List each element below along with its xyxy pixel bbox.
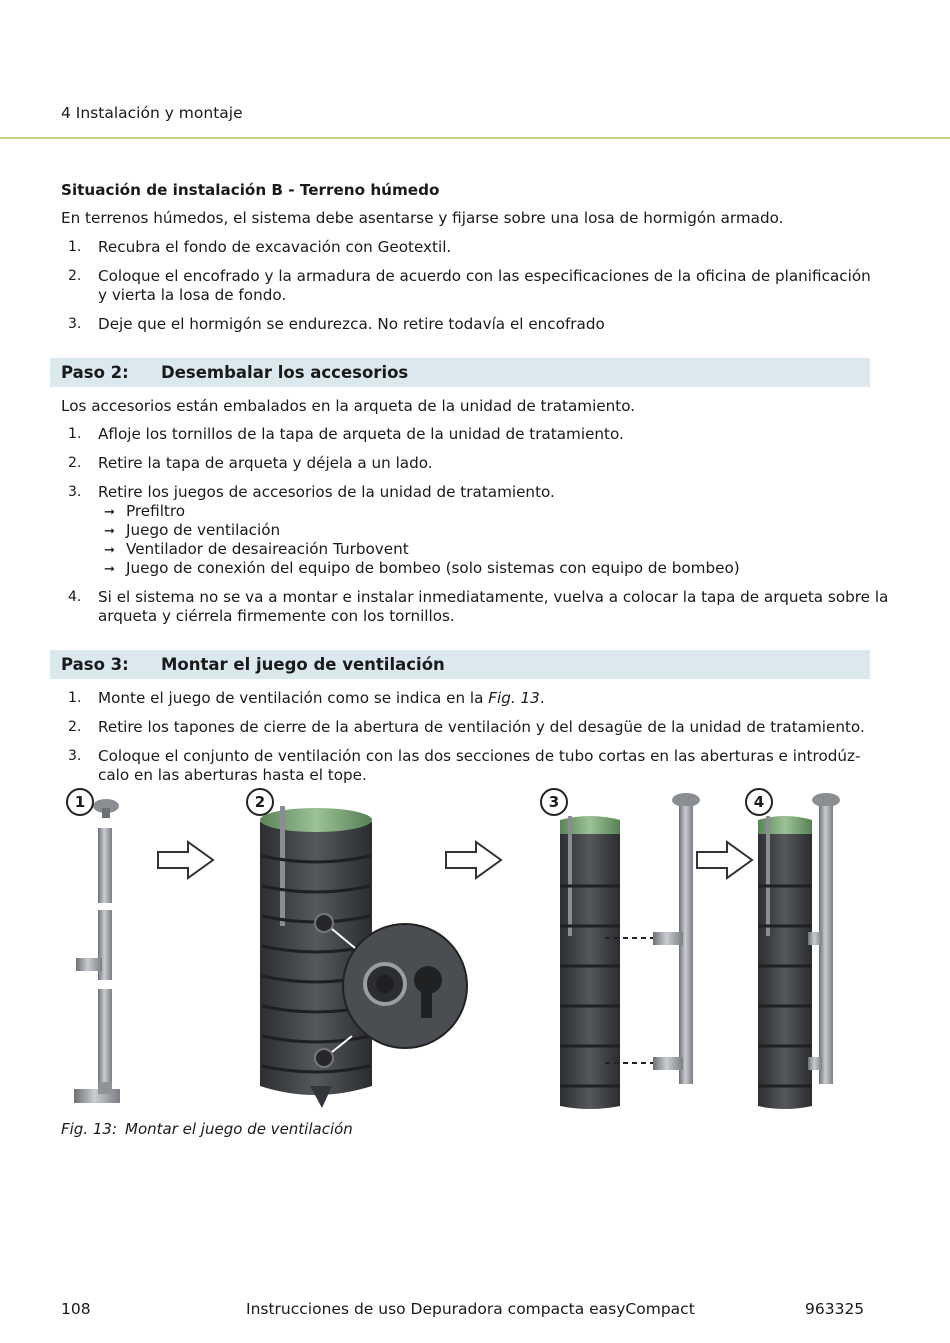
list-item: Monte el juego de ventilación como se indica en la Fig. 13. — [98, 689, 545, 707]
caption-label: Fig. 13: — [61, 1120, 117, 1138]
list-item-continued: calo en las aberturas hasta el tope. — [98, 766, 367, 784]
panel-1-parts — [74, 799, 120, 1103]
sub-item: ➞ Juego de conexión del equipo de bombeo (solo sistemas con equipo de bombeo) — [104, 559, 740, 577]
figure-badge-1: 1 — [66, 788, 94, 816]
situation-title: Situación de instalación B - Terreno húmedo — [61, 181, 440, 199]
header-rule — [0, 137, 950, 139]
list-item: Retire los tapones de cierre de la abertura de ventilación y del desagüe de la unidad de tratamiento. — [98, 718, 865, 736]
page-number: 108 — [61, 1300, 91, 1318]
list-item: Retire los juegos de accesorios de la unidad de tratamiento. — [98, 483, 555, 501]
sub-item: ➞ Prefiltro — [104, 502, 186, 520]
list-item: Coloque el conjunto de ventilación con las dos secciones de tubo cortas en las aberturas e introdúz- — [98, 747, 861, 765]
list-item: Retire la tapa de arqueta y déjela a un lado. — [98, 454, 433, 472]
panel-4-assembled — [758, 793, 840, 1109]
panel-2-tank — [260, 806, 467, 1108]
list-number: 1. — [68, 690, 82, 706]
list-item-continued: y vierta la losa de fondo. — [98, 286, 287, 304]
figure-badge-2: 2 — [246, 788, 274, 816]
panel-3-pipe-alignment — [560, 793, 700, 1109]
list-item: Recubra el fondo de excavación con Geotextil. — [98, 238, 452, 256]
list-number: 3. — [68, 484, 82, 500]
list-number: 1. — [68, 239, 82, 255]
list-item: Afloje los tornillos de la tapa de arqueta de la unidad de tratamiento. — [98, 425, 624, 443]
chapter-header: 4 Instalación y montaje — [61, 104, 243, 122]
list-item: Si el sistema no se va a montar e instalar inmediatamente, vuelva a colocar la tapa de arqueta sobre la — [98, 588, 889, 606]
arrow-right-icon: ➞ — [104, 524, 115, 539]
step-number: Paso 2: — [61, 363, 129, 382]
list-item-continued: arqueta y ciérrela firmemente con los tornillos. — [98, 607, 455, 625]
arrow-right-icon: ➞ — [104, 543, 115, 558]
list-number: 2. — [68, 268, 82, 284]
sub-item: ➞ Juego de ventilación — [104, 521, 281, 539]
paso2-intro: Los accesorios están embalados en la arqueta de la unidad de tratamiento. — [61, 397, 636, 415]
step-title: Desembalar los accesorios — [161, 363, 409, 382]
arrow-right-icon: ➞ — [104, 562, 115, 577]
list-number: 1. — [68, 426, 82, 442]
step-heading-paso-3 — [50, 650, 870, 679]
list-number: 2. — [68, 455, 82, 471]
figure-caption — [61, 1120, 353, 1138]
arrow-right-icon: ➞ — [104, 505, 115, 520]
figure-badge-4: 4 — [745, 788, 773, 816]
figure-badge-3: 3 — [540, 788, 568, 816]
footer-title: Instrucciones de uso Depuradora compacta easyCompact — [246, 1300, 695, 1318]
list-number: 3. — [68, 316, 82, 332]
list-item: Deje que el hormigón se endurezca. No retire todavía el encofrado — [98, 315, 605, 333]
list-number: 2. — [68, 719, 82, 735]
situation-intro: En terrenos húmedos, el sistema debe asentarse y fijarse sobre una losa de hormigón armado. — [61, 209, 784, 227]
list-item: Coloque el encofrado y la armadura de acuerdo con las especificaciones de la oficina de planificación — [98, 267, 871, 285]
step-number: Paso 3: — [61, 655, 129, 674]
document-number: 963325 — [805, 1300, 865, 1318]
figure-reference: Fig. 13 — [488, 689, 540, 707]
ventilation-assembly-illustration — [60, 786, 850, 1116]
step-title: Montar el juego de ventilación — [161, 655, 445, 674]
step-heading-paso-2 — [50, 358, 870, 387]
list-number: 4. — [68, 589, 82, 605]
list-number: 3. — [68, 748, 82, 764]
sub-item: ➞ Ventilador de desaireación Turbovent — [104, 540, 409, 558]
arrow-right-icon — [158, 842, 752, 878]
caption-text: Montar el juego de ventilación — [125, 1120, 353, 1138]
